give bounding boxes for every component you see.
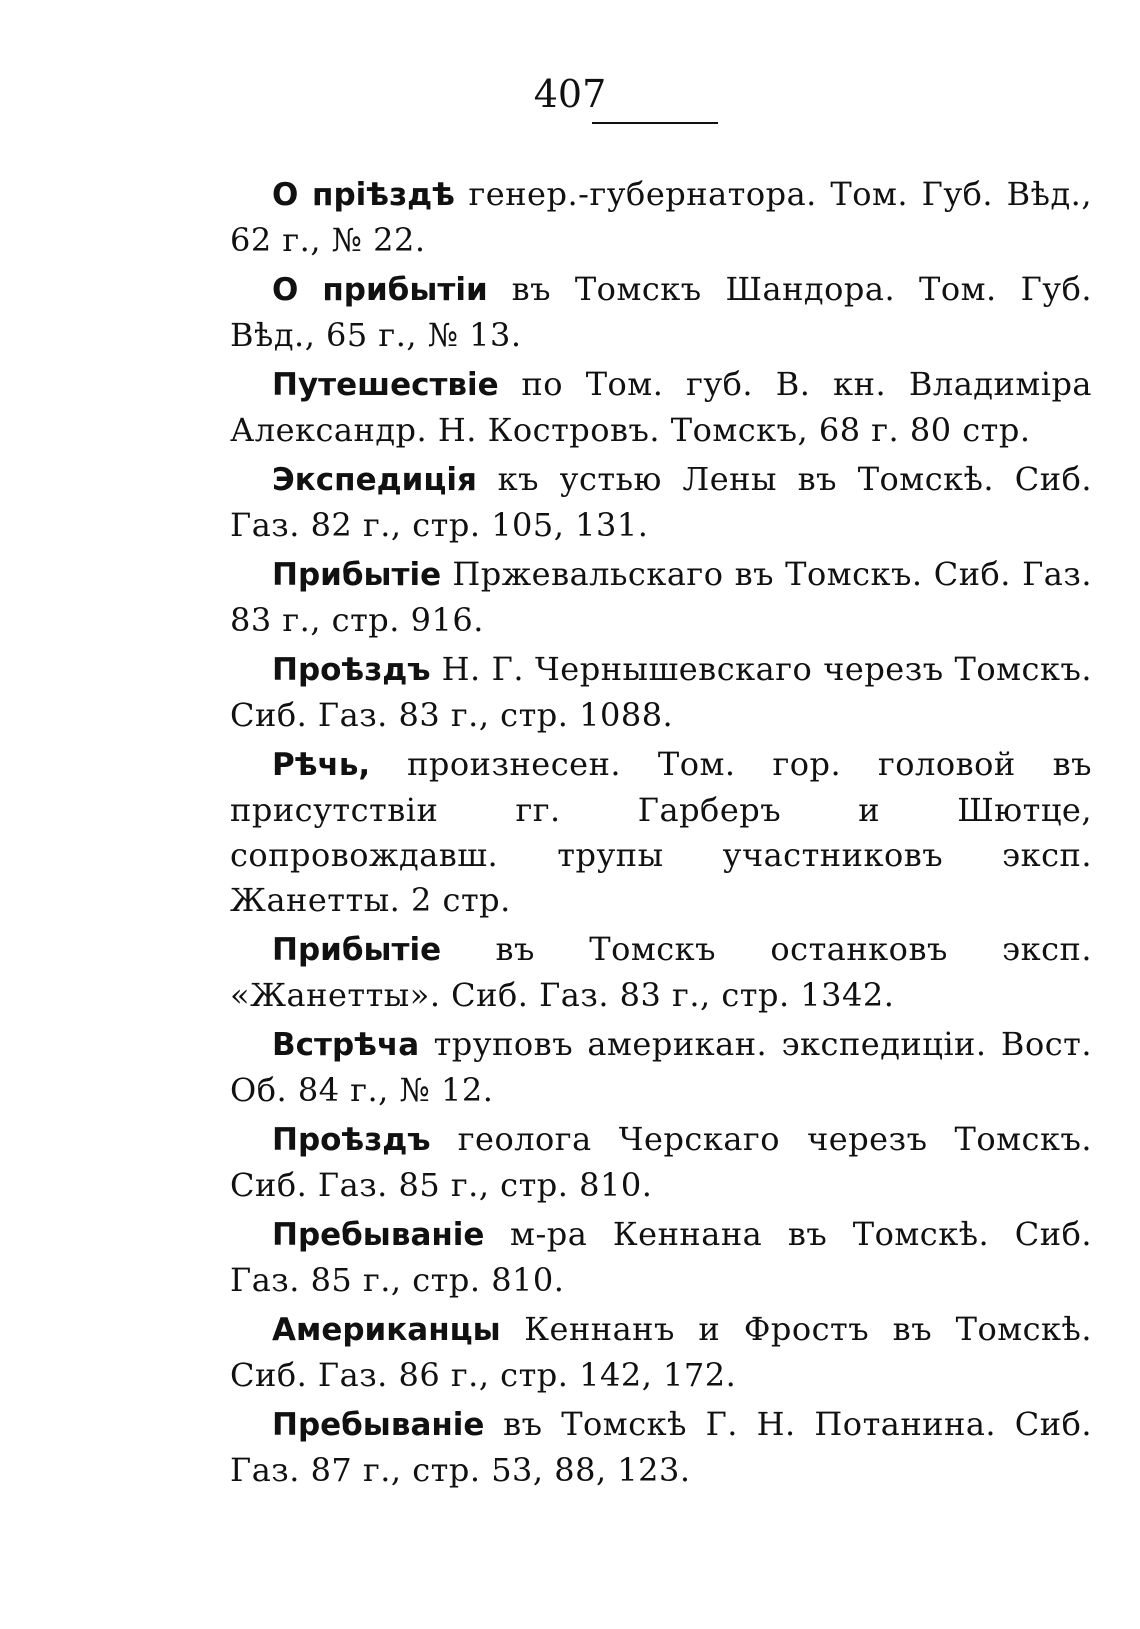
entry-text: Н. Г. Чернышевскаго черезъ Томскъ. Сиб. Газ. 83 г., стр. 1088. [230,650,1092,734]
entry-heading: Путешествіе [272,367,499,403]
entry-text: м-ра Кеннана въ Томскѣ. Сиб. Газ. 85 г., стр. 810. [230,1215,1093,1299]
list-item [230,742,1092,923]
entry-text: въ Томскѣ Г. Н. Потанина. Сиб. Газ. 87 г., стр. 53, 88, 123. [230,1405,1093,1489]
entry-text: къ устью Лены въ Томскѣ. Сиб. Газ. 82 г., стр. 105, 131. [230,460,1093,544]
entry-heading: Американцы [272,1312,501,1348]
entry-text: по Том. губ. В. кн. Владиміра Александр. Н. Костровъ. Томскъ, 68 г. 80 стр. [230,365,1093,449]
list-item [230,362,1092,453]
entry-text: генер.-губернатора. Том. Губ. Вѣд., 62 г., № 22. [230,175,1093,259]
entry-text: въ Томскъ Шандора. Том. Губ. Вѣд., 65 г., № 13. [230,270,1093,354]
entry-heading: О прибытіи [272,272,488,308]
entry-heading: Пребываніе [272,1217,485,1253]
entry-text: Кеннанъ и Фростъ въ Томскѣ. Сиб. Газ. 86 г., стр. 142, 172. [230,1310,1093,1394]
list-item [230,457,1092,548]
list-item [230,927,1092,1018]
entry-heading: Рѣчь, [272,747,371,783]
entry-heading: Прибытіе [272,557,442,593]
entry-heading: Прибытіе [272,932,442,968]
entry-text: Пржевальскаго въ Томскъ. Сиб. Газ. 83 г., стр. 916. [230,555,1093,639]
entry-heading: Встрѣча [272,1027,420,1063]
entry-text: произнесен. Том. гор. головой въ присутствіи гг. Гарберъ и Шютце, сопровождавш. трупы участниковъ эксп. Жанетты. 2 стр. [230,745,1093,919]
list-item [230,552,1092,643]
list-item [230,1117,1092,1208]
entry-heading: Экспедиція [272,462,477,498]
list-item [230,172,1092,263]
list-item [230,647,1092,738]
page-number-underline [592,122,718,124]
list-item [230,1307,1092,1398]
entry-text: геолога Черскаго черезъ Томскъ. Сиб. Газ. 85 г., стр. 810. [230,1120,1093,1204]
list-item [230,1402,1092,1493]
entry-heading: О пріѣздѣ [272,177,455,213]
list-item [230,1022,1092,1113]
entry-heading: Проѣздъ [272,652,431,688]
entry-text: труповъ американ. экспедиціи. Вост. Об. 84 г., № 12. [230,1025,1092,1109]
bibliography-list [230,172,1092,1497]
list-item [230,267,1092,358]
page-number: 407 [533,72,607,116]
entry-heading: Пребываніе [272,1407,485,1443]
list-item [230,1212,1092,1303]
entry-text: въ Томскъ останковъ эксп. «Жанетты». Сиб. Газ. 83 г., стр. 1342. [230,930,1093,1014]
entry-heading: Проѣздъ [272,1122,431,1158]
